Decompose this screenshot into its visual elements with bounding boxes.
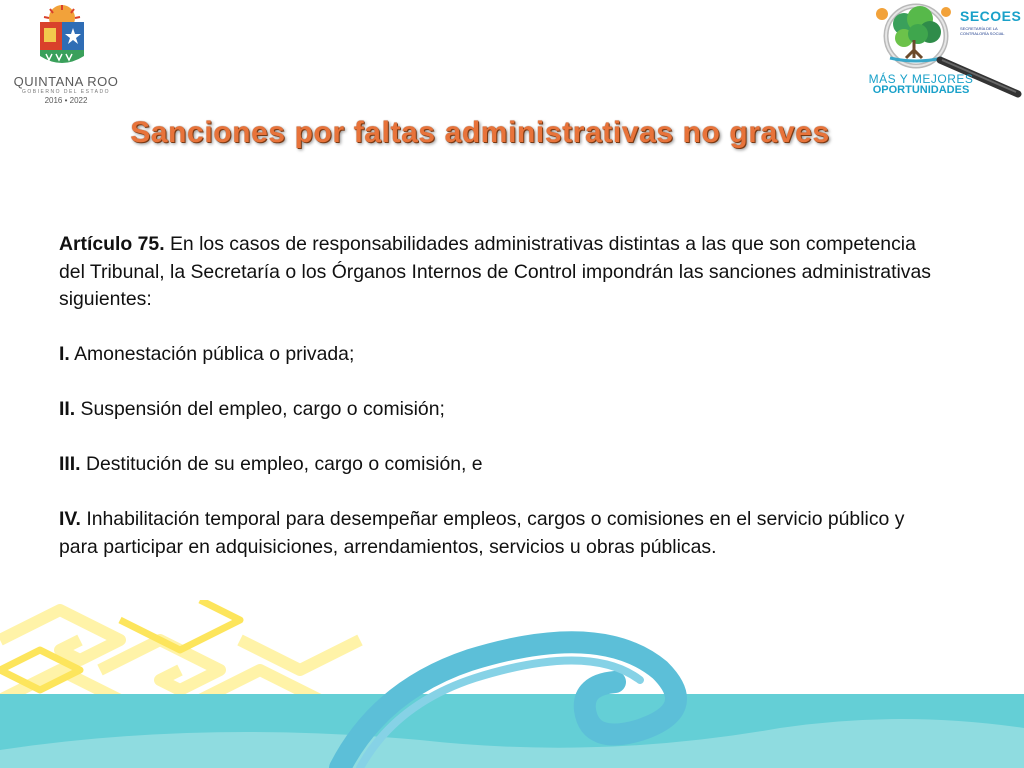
slide-title: Sanciones por faltas administrativas no graves <box>130 116 830 149</box>
slogan-line-2: OPORTUNIDADES <box>872 84 970 96</box>
sanction-text: Amonestación pública o privada; <box>69 343 355 365</box>
sanction-item-1 <box>59 341 939 369</box>
article-label: Artículo 75. <box>59 233 165 255</box>
quintana-roo-logo <box>8 4 119 105</box>
coat-of-arms-icon <box>36 4 88 70</box>
sanction-label: IV. <box>59 508 81 530</box>
secoes-name: SECOES <box>960 8 1022 24</box>
state-name: QUINTANA ROO <box>13 74 119 89</box>
sanction-label: I. <box>59 343 70 365</box>
decorative-footer <box>0 600 1024 768</box>
secoes-description: SECRETARÍA DE LA CONTRALORÍA SOCIAL <box>960 26 1005 36</box>
sanction-text: Destitución de su empleo, cargo o comisión, e <box>80 453 483 475</box>
sanction-item-3 <box>59 451 939 479</box>
sanction-label: III. <box>59 453 81 475</box>
sanction-label: II. <box>59 398 76 420</box>
sanction-item-2 <box>59 396 939 424</box>
slogan-line-1: MÁS Y MEJORES <box>868 72 974 86</box>
sanction-item-4 <box>59 506 939 561</box>
article-content <box>59 231 939 589</box>
article-intro-text: En los casos de responsabilidades administrativas distintas a las que son competencia del Tribunal, la Secretaría o los Órganos Internos de Control impondrán las sanciones administrativas siguientes: <box>59 233 931 310</box>
secoes-logo <box>860 0 1024 104</box>
sanction-text: Inhabilitación temporal para desempeñar empleos, cargos o comisiones en el servicio público y para participar en adquisiciones, arrendamientos, servicios u obras públicas. <box>59 508 905 558</box>
article-intro <box>59 231 939 314</box>
state-subtitle: GOBIERNO DEL ESTADO <box>22 89 110 95</box>
administration-years: 2016 • 2022 <box>44 96 88 105</box>
sanction-text: Suspensión del empleo, cargo o comisión; <box>75 398 445 420</box>
